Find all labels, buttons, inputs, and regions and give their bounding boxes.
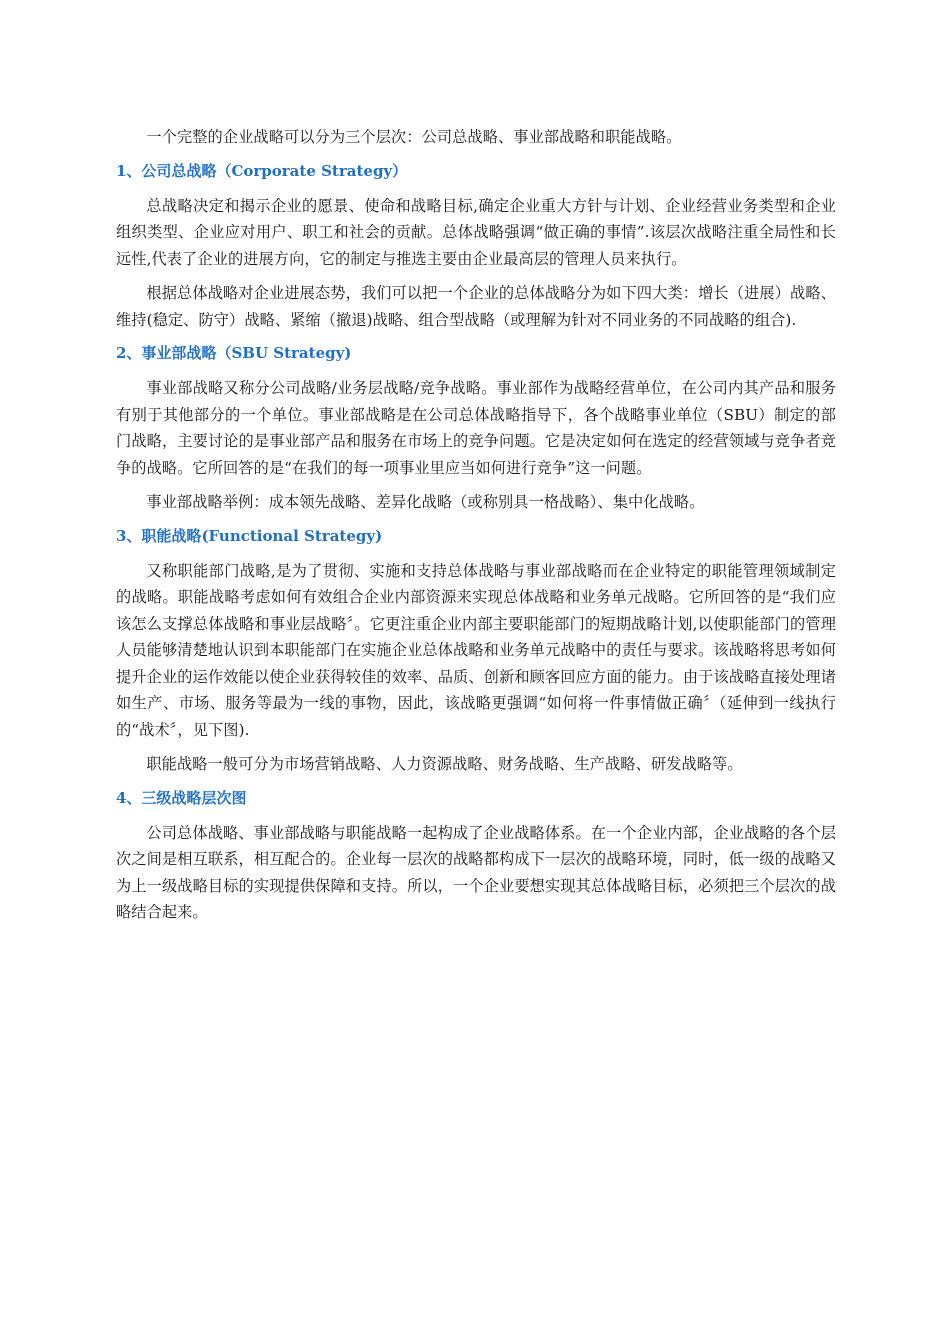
section-heading-hierarchy: 4、三级战略层次图 xyxy=(116,788,247,807)
section-heading-corporate: 1、公司总战略（Corporate Strategy） xyxy=(116,161,408,180)
section-heading-sbu: 2、事业部战略（SBU Strategy) xyxy=(116,344,352,362)
functional-paragraph-2: 职能战略一般可分为市场营销战略、人力资源战略、财务战略、生产战略、研发战略等。 xyxy=(146,755,743,773)
intro-paragraph: 一个完整的企业战略可以分为三个层次：公司总战略、事业部战略和职能战略。 xyxy=(146,128,682,146)
corporate-paragraph-2: 根据总体战略对企业进展态势，我们可以把一个企业的总体战略分为如下四大类：增长（进展）战略、维持(稳定、防守）战略、紧缩（撤退)战略、组合型战略（或理解为针对不同业务的不同战略的组合). xyxy=(116,284,836,329)
sbu-paragraph-1: 事业部战略又称分公司战略/业务层战略/竞争战略。事业部作为战略经营单位，在公司内其产品和服务有别于其他部分的一个单位。事业部战略是在公司总体战略指导下，各个战略事业单位（SBU）制定的部门战略，主要讨论的是事业部产品和服务在市场上的竞争问题。它是决定如何在选定的经营领域与竞争者竞争的战略。它所回答的是“在我们的每一项事业里应当如何进行竞争”这一问题。 xyxy=(116,379,836,477)
hierarchy-paragraph-1: 公司总体战略、事业部战略与职能战略一起构成了企业战略体系。在一个企业内部，企业战略的各个层次之间是相互联系，相互配合的。企业每一层次的战略都构成下一层次的战略环境，同时，低一级的战略又为上一级战略目标的实现提供保障和支持。所以，一个企业要想实现其总体战略目标，必须把三个层次的战略结合起来。 xyxy=(116,823,836,921)
functional-paragraph-1: 又称职能部门战略,是为了贯彻、实施和支持总体战略与事业部战略而在企业特定的职能管理领域制定的战略。职能战略考虑如何有效组合企业内部资源来实现总体战略和业务单元战略。它所回答的是“我们应该怎么支撑总体战略和事业层战略〞。它更注重企业内部主要职能部门的短期战略计划,以使职能部门的管理人员能够清楚地认识到本职能部门在实施企业总体战略和业务单元战略中的责任与要求。该战略将思考如何提升企业的运作效能以使企业获得较佳的效率、品质、创新和顾客回应方面的能力。由于该战略直接处理诸如生产、市场、服务等最为一线的事物，因此，该战略更强调“如何将一件事情做正确〞（延伸到一线执行的“战术〞，见下图). xyxy=(116,561,836,739)
section-heading-functional: 3、职能战略(Functional Strategy) xyxy=(116,526,383,545)
corporate-paragraph-1: 总战略决定和揭示企业的愿景、使命和战略目标,确定企业重大方针与计划、企业经营业务类型和企业组织类型、企业应对用户、职工和社会的贡献。总体战略强调“做正确的事情”.该层次战略注重全局性和长远性,代表了企业的进展方向，它的制定与推选主要由企业最高层的管理人员来执行。 xyxy=(116,196,836,268)
document-body xyxy=(116,124,836,934)
sbu-paragraph-2: 事业部战略举例：成本领先战略、差异化战略（或称别具一格战略）、集中化战略。 xyxy=(146,493,705,511)
